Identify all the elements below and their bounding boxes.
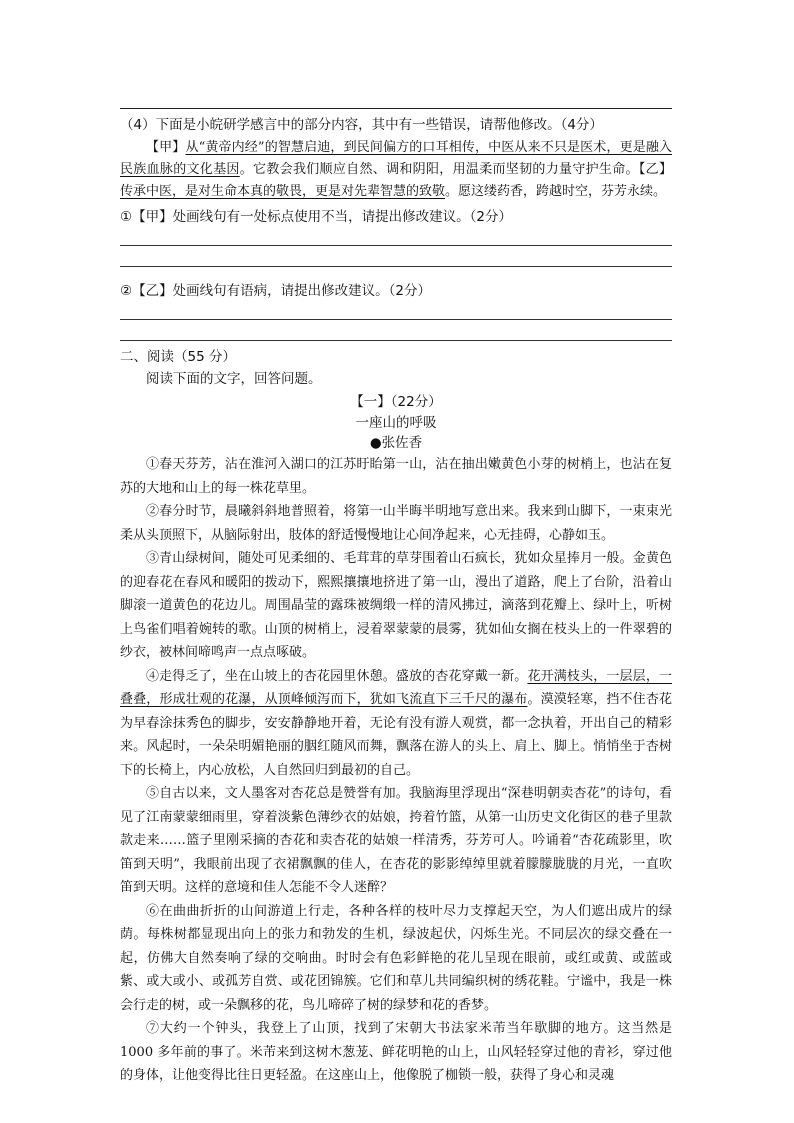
- q4-sub2: ②【乙】处画线句有语病，请提出修改建议。（2分）: [120, 283, 431, 299]
- part-label: 【一】（22分）: [350, 394, 442, 410]
- paragraph-2: ②春分时节，晨曦斜斜地普照着，将第一山半晦半明地写意出来。我来到山脚下，一束束光柔从头顶照下，从脑际射出，肢体的舒适慢慢地让心间净起来，心无挂碍，心静如玉。: [120, 504, 672, 543]
- paragraph-7: ⑦大约一个钟头，我登上了山顶，找到了宋朝大书法家米芾当年歇脚的地方。这当然是1000 多年前的事了。米芾来到这树木葱茏、鲜花明艳的山上，山风轻轻穿过他的青衫，穿过他的身体，让他变得比往日更轻盈。在这座山上，他像脱了枷锁一般，获得了身心和灵魂: [120, 1021, 672, 1083]
- passage-middle: 。它教会我们顺应自然、调和阴阳，用温柔而坚韧的力量守护生命。: [239, 162, 639, 177]
- jia-tag: 【甲】: [146, 140, 186, 155]
- paragraph-4: [120, 665, 672, 783]
- answer-line-3[interactable]: [120, 319, 672, 320]
- p4-underlined-b: 形成壮观的花瀑，从顶峰倾泻而下，犹如飞流直下三千尺的瀑布: [159, 692, 528, 707]
- q4-sub1: ①【甲】处画线句有一处标点使用不当，请提出修改建议。（2分）: [120, 209, 512, 225]
- paragraph-5: ⑤自古以来，文人墨客对杏花总是赞誉有加。我脑海里浮现出“深巷明朝卖杏花”的诗句，看见了江南蒙蒙细雨里，穿着淡紫色薄纱衣的姑娘，挎着竹篮，从第一山历史文化街区的巷子里款款走来……篮子里刚采摘的杏花和卖杏花的姑娘一样清秀，芬芳可人。吟诵着“杏花疏影里，吹笛到天明”，我眼前出现了衣裙飘飘的佳人，在杏花的影影绰绰里就着朦朦胧胧的月光，一直吹笛到天明。这样的意境和佳人怎能不令人迷醉？: [120, 786, 672, 895]
- p4-underlined-a: 花开满枝头，一层层，一叠叠，: [120, 668, 672, 707]
- paragraph-3: ③青山绿树间，随处可见柔细的、毛茸茸的草芽围着山石疯长，犹如众星捧月一般。金黄色的迎春花在春风和暖阳的拨动下，熙熙攘攘地挤进了第一山，漫出了道路，爬上了台阶，沿着山脚滚一道黄色的花边儿。周围晶莹的露珠被绸缎一样的清风拂过，滴落到花瓣上、绿叶上，听树上鸟雀们唱着婉转的歌。山顶的树梢上，浸着翠蒙蒙的晨雾，犹如仙女搁在枝头上的一件翠碧的纱衣，被林间啼鸣声一点点啄破。: [120, 551, 672, 660]
- answer-line-2[interactable]: [120, 266, 672, 267]
- paragraph-1: ①春天芬芳，沾在淮河入湖口的江苏盱眙第一山，沾在抽出嫩黄色小芽的树梢上，也沾在复苏的大地和山上的每一株花草里。: [120, 457, 672, 496]
- article-title: 一座山的呼吸: [355, 415, 437, 431]
- answer-line-4[interactable]: [120, 340, 672, 341]
- answer-line-1[interactable]: [120, 245, 672, 246]
- paragraph-6: ⑥在曲曲折折的山间游道上行走，各种各样的枝叶尽力支撑起天空，为人们遮出成片的绿荫。每株树都显现出向上的张力和勃发的生机，绿波起伏，闪烁生光。不同层次的绿交叠在一起，仿佛大自然奏响了绿的交响曲。时时会有色彩鲜艳的花儿呈现在眼前，或红或黄、或蓝或紫、或大或小、或孤芳自赏、或花团锦簇。它们和草儿共同编织树的绣花鞋。宁谧中，我是一株会行走的树，或一朵飘移的花，鸟儿啼碎了树的绿梦和花的香梦。: [120, 903, 672, 1013]
- section-heading: 二、阅读（55 分）: [120, 349, 236, 365]
- top-rule: [120, 108, 672, 109]
- q4-passage: [120, 137, 672, 203]
- p4-start: ④走得乏了，坐在山坡上的杏花园里休憩。盛放的杏花穿戴一新。: [146, 668, 528, 684]
- article-author: ●张佐香: [369, 435, 423, 451]
- exam-page: [120, 108, 672, 1088]
- yi-tag: 【乙】: [638, 162, 672, 177]
- q4-header: （4）下面是小皖研学感言中的部分内容，其中有一些错误，请帮他修改。（4分）: [120, 117, 603, 133]
- jia-underlined-sentence: 从“黄帝内经”的智慧启迪，到民间偏方的口耳相传，中医从来不只是医术，更是融入民族血脉的文化基因: [120, 140, 672, 177]
- section-instruction: 阅读下面的文字，回答问题。: [146, 371, 322, 387]
- yi-underlined-sentence: 传承中医，是对生命本真的敬畏，更是对先辈智慧的致敬: [120, 184, 446, 199]
- p4-rest: 。漠漠轻寒，挡不住杏花为早春涂抹秀色的脚步，安安静静地开着，无论有没有游人观赏，都一念执着，开出自己的精彩来。风起时，一朵朵明媚艳丽的胭红随风而舞，飘落在游人的头上、肩上、脚上。悄悄坐于杏树下的长椅上，内心放松，人自然回归到最初的自己。: [120, 692, 672, 778]
- passage-end: 。愿这缕药香，跨越时空，芬芳永续。: [445, 184, 667, 199]
